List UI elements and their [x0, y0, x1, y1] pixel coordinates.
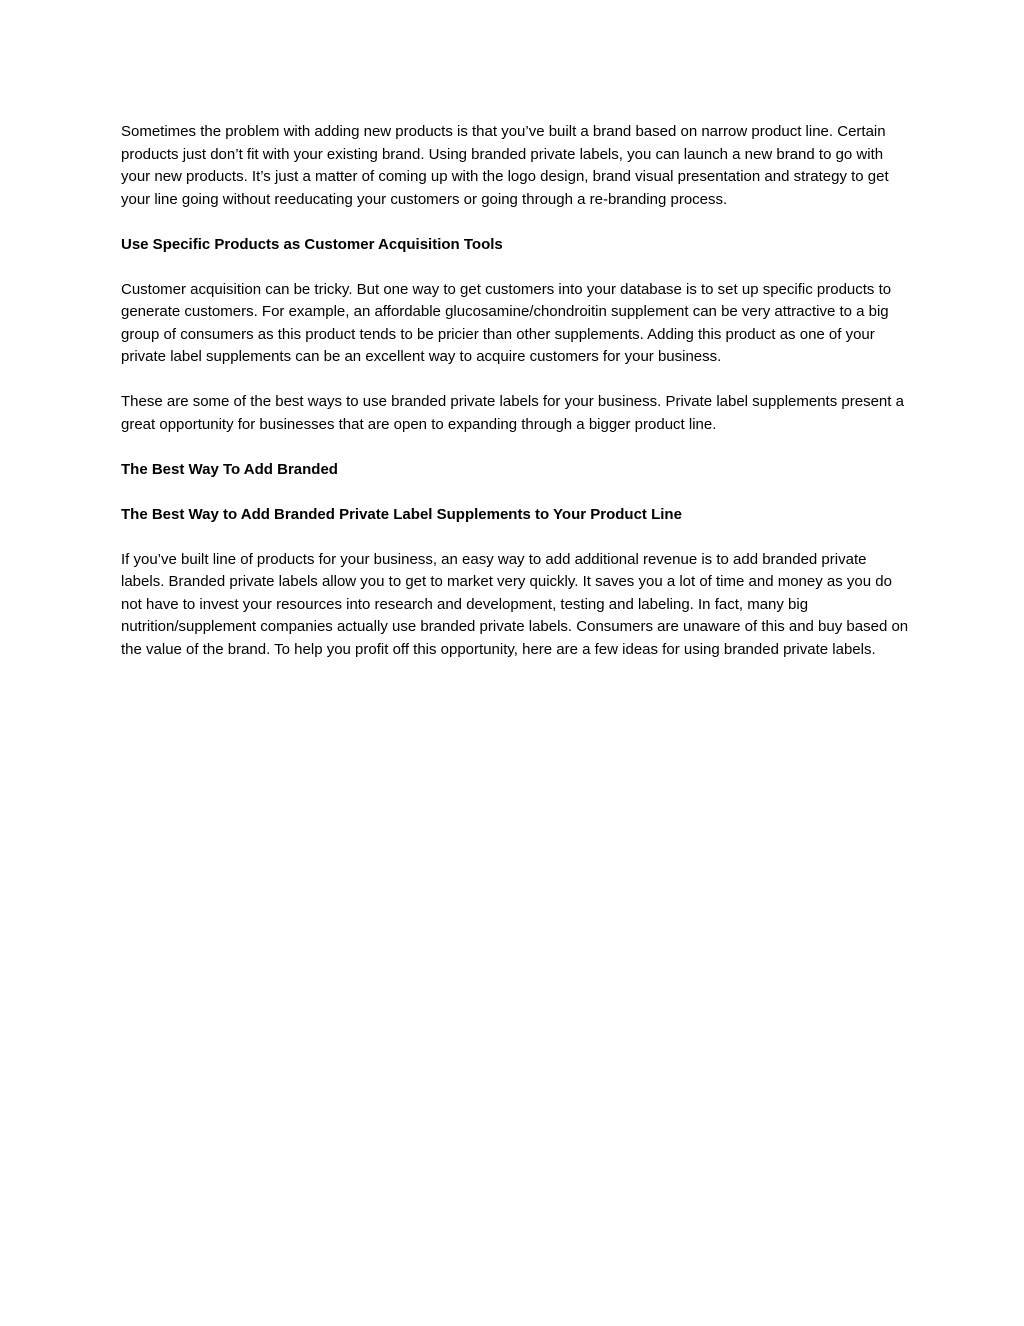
paragraph-introduction: If you’ve built line of products for your business, an easy way to add additional revenue is to add branded private labels. Branded private labels allow you to get to market very quickly. It saves you a lot of time and money as you do not have to invest your resources into research and development, testing and labeling. In fact, many big nutrition/supplement companies actually use branded private labels. Consumers are unaware of this and buy based on the value of the brand. To help you profit off this opportunity, here are a few ideas for using branded private labels. [121, 550, 909, 658]
heading-customer-acquisition: Use Specific Products as Customer Acquisition Tools [121, 235, 503, 253]
heading-best-way-short: The Best Way To Add Branded [121, 460, 338, 478]
paragraph-rebranding: Sometimes the problem with adding new products is that you’ve built a brand based on narrow product line. Certain products just don’t fit with your existing brand. Using branded private labels, you can launch a new brand to go with your new products. It’s just a matter of coming up with the logo design, brand visual presentation and strategy to get your line going without reeducating your customers or going through a re-branding process. [121, 123, 889, 208]
paragraph-customer-acquisition: Customer acquisition can be tricky. But one way to get customers into your database is to set up specific products to generate customers. For example, an affordable glucosamine/chondroitin supplement can be very attractive to a big group of consumers as this product tends to be pricier than other supplements. Adding this product as one of your private label supplements can be an excellent way to acquire customers for your business. [121, 280, 892, 365]
document-body [121, 121, 911, 684]
heading-best-way-full: The Best Way to Add Branded Private Label Supplements to Your Product Line [121, 505, 682, 523]
paragraph-summary: These are some of the best ways to use branded private labels for your business. Private label supplements present a great opportunity for businesses that are open to expanding through a bigger product line. [121, 393, 904, 433]
